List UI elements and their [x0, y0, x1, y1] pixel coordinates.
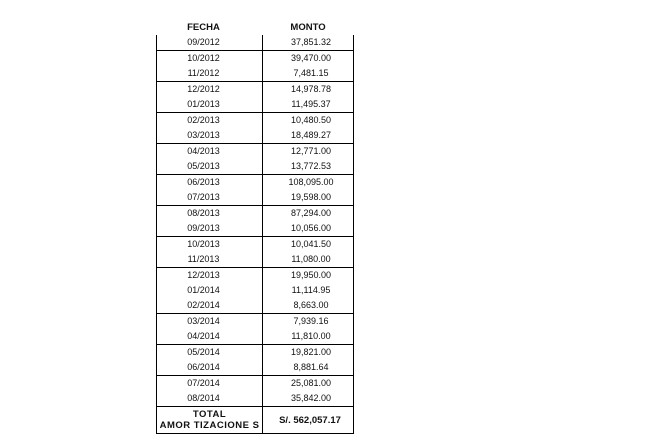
table-row	[157, 283, 354, 298]
table-row	[157, 376, 354, 392]
total-row	[157, 407, 354, 434]
cell-fecha: 01/2014	[157, 283, 263, 298]
cell-monto: 11,080.00	[263, 252, 354, 268]
table-row	[157, 113, 354, 129]
table-body	[157, 35, 354, 434]
table-row	[157, 35, 354, 51]
table-row	[157, 51, 354, 67]
column-header-fecha: FECHA	[187, 22, 220, 33]
cell-fecha: 08/2014	[157, 391, 263, 407]
table-row	[157, 268, 354, 284]
cell-fecha: 01/2013	[157, 97, 263, 113]
table-row	[157, 391, 354, 407]
cell-fecha: 04/2014	[157, 329, 263, 345]
table-row	[157, 345, 354, 361]
table-row	[157, 175, 354, 191]
cell-monto: 8,663.00	[263, 298, 354, 314]
cell-fecha: 12/2013	[157, 268, 263, 284]
cell-fecha: 02/2014	[157, 298, 263, 314]
cell-monto: 10,480.50	[263, 113, 354, 129]
total-label	[157, 407, 263, 434]
cell-monto: 10,041.50	[263, 237, 354, 253]
cell-monto: 18,489.27	[263, 128, 354, 144]
amortization-table	[156, 20, 354, 434]
table-row	[157, 298, 354, 314]
total-value: S/. 562,057.17	[263, 407, 354, 434]
cell-fecha: 07/2014	[157, 376, 263, 392]
cell-monto: 19,950.00	[263, 268, 354, 284]
table-row	[157, 252, 354, 268]
cell-fecha: 02/2013	[157, 113, 263, 129]
table-row	[157, 221, 354, 237]
cell-fecha: 10/2013	[157, 237, 263, 253]
cell-monto: 14,978.78	[263, 82, 354, 98]
cell-monto: 11,114.95	[263, 283, 354, 298]
cell-monto: 10,056.00	[263, 221, 354, 237]
cell-monto: 87,294.00	[263, 206, 354, 222]
cell-monto: 35,842.00	[263, 391, 354, 407]
table-row	[157, 329, 354, 345]
amortization-table-container	[156, 20, 353, 434]
table-row	[157, 206, 354, 222]
cell-fecha: 07/2013	[157, 190, 263, 206]
cell-fecha: 06/2014	[157, 360, 263, 376]
cell-fecha: 09/2012	[157, 35, 263, 51]
total-label-line2: AMOR TIZACIONE S	[159, 420, 260, 431]
cell-monto: 7,939.16	[263, 314, 354, 330]
cell-fecha: 05/2013	[157, 159, 263, 175]
cell-fecha: 10/2012	[157, 51, 263, 67]
cell-monto: 108,095.00	[263, 175, 354, 191]
column-header-monto: MONTO	[290, 22, 326, 33]
cell-fecha: 11/2013	[157, 252, 263, 268]
cell-fecha: 08/2013	[157, 206, 263, 222]
cell-fecha: 09/2013	[157, 221, 263, 237]
cell-monto: 11,810.00	[263, 329, 354, 345]
table-row	[157, 360, 354, 376]
cell-fecha: 11/2012	[157, 66, 263, 82]
cell-monto: 37,851.32	[263, 35, 354, 51]
cell-fecha: 03/2013	[157, 128, 263, 144]
cell-monto: 19,821.00	[263, 345, 354, 361]
table-row	[157, 159, 354, 175]
cell-fecha: 04/2013	[157, 144, 263, 160]
table-row	[157, 314, 354, 330]
table-header-row	[157, 20, 354, 35]
total-label-line1: TOTAL	[192, 409, 227, 420]
cell-monto: 25,081.00	[263, 376, 354, 392]
table-row	[157, 82, 354, 98]
cell-fecha: 06/2013	[157, 175, 263, 191]
cell-monto: 13,772.53	[263, 159, 354, 175]
cell-monto: 8,881.64	[263, 360, 354, 376]
cell-monto: 12,771.00	[263, 144, 354, 160]
table-row	[157, 144, 354, 160]
cell-fecha: 05/2014	[157, 345, 263, 361]
cell-monto: 7,481.15	[263, 66, 354, 82]
table-row	[157, 190, 354, 206]
cell-fecha: 12/2012	[157, 82, 263, 98]
cell-fecha: 03/2014	[157, 314, 263, 330]
cell-monto: 11,495.37	[263, 97, 354, 113]
table-row	[157, 66, 354, 82]
cell-monto: 19,598.00	[263, 190, 354, 206]
table-row	[157, 97, 354, 113]
table-row	[157, 237, 354, 253]
cell-monto: 39,470.00	[263, 51, 354, 67]
table-row	[157, 128, 354, 144]
